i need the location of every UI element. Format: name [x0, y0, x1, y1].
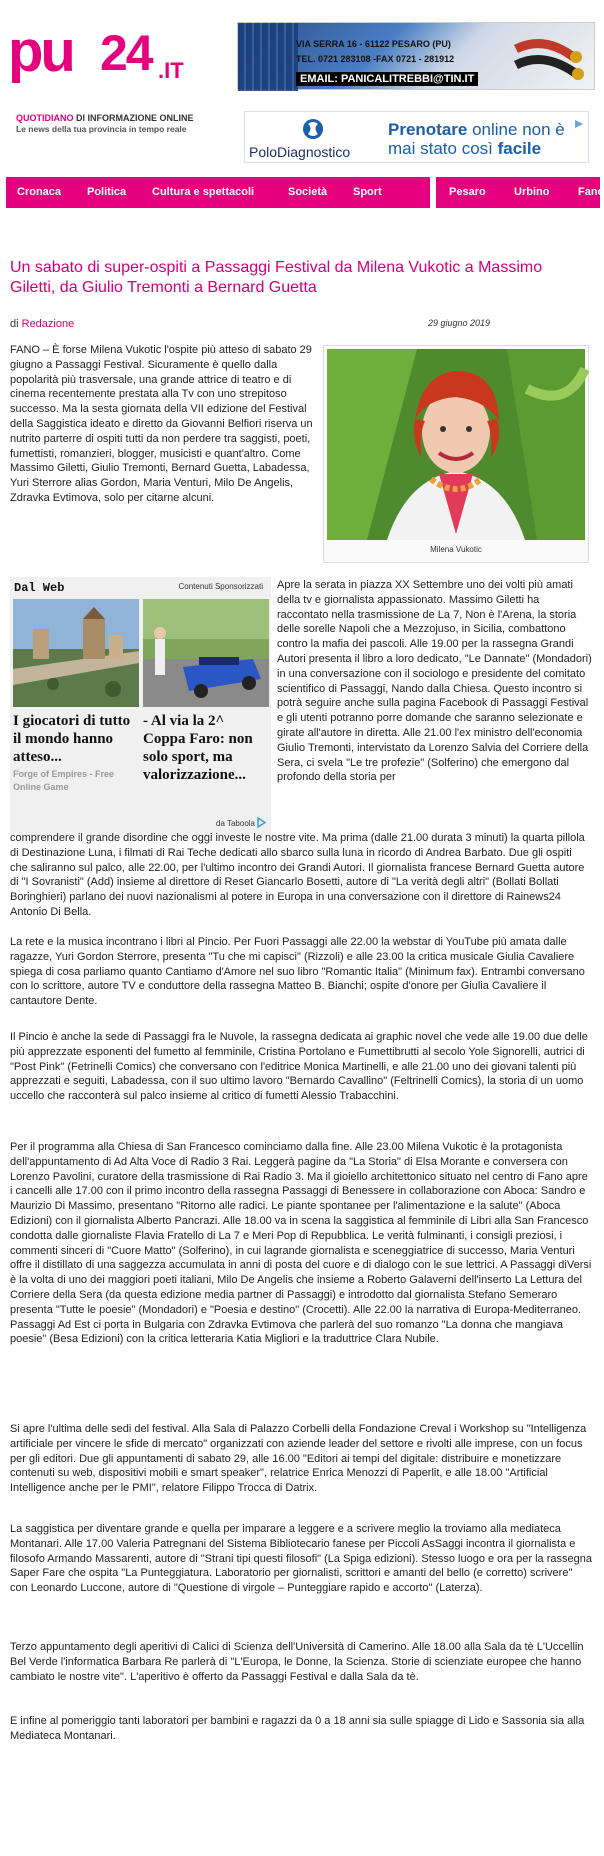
- taboola-card-source[interactable]: Forge of Empires - Free Online Game: [13, 769, 115, 792]
- nav-cities: [436, 177, 604, 208]
- article-paragraph: Si apre l'ultima delle sedi del festival. Alla Sala di Palazzo Corbelli della Fondazione Creval i Workshop su "Intelligenza artificiale per vincere le sfide di mercato" organizzati con aziende leader del settore e rivolti alle imprese, con un focus per gli editori. Due gli appuntamenti di sabato 29, alle 16.00 "Editori ai tempi del digitale: distribuire e monetizzare contenuti su web, dispositivi mobili e smart speaker", relatrice Enrica Menozzi di Paperlit, e alle 18.00 "Artificial Intelligence anche per le PMI", relatore Filippo Trocca di Datrix.: [10, 1423, 587, 1495]
- author-link[interactable]: Redazione: [21, 318, 75, 330]
- main-nav: [6, 177, 604, 208]
- polo-claim-line2: mai stato così facile: [388, 139, 542, 158]
- nav-item-societa[interactable]: Società: [288, 186, 328, 198]
- nav-sections: [6, 177, 430, 208]
- logo-24: 24: [100, 25, 152, 81]
- tagline-sub: Le news della tua provincia in tempo reale: [16, 124, 187, 134]
- site-header: [0, 0, 600, 175]
- photo-figure: [323, 345, 589, 563]
- article-paragraph: Il Pincio è anche la sede di Passaggi fra le Nuvole, la rassegna dedicata ai graphic novel che vede alle 19.00 due delle più apprezzate esponenti del fumetto al femminile, Cristina Portolano e Fumettibrutti al secolo Yole Signorelli, autrici di "Post Pink" (Fetrinelli Comics) che conversano con l'editrice Monica Martinelli, e alle 21.00 uno dei giovani talenti più apprezzati e seguiti, Labadessa, con il suo ultimo lavoro "Bernardo Cavallino" (Feltrinelli Comics), la storia di un uomo uccello che racconterà sul palco insieme al critico di fumetti Alessio Trabacchini.: [10, 1031, 588, 1103]
- nav-item-cultura[interactable]: Cultura e spettacoli: [152, 186, 255, 198]
- polo-brand: PoloDiagnostico: [249, 144, 351, 160]
- tagline-rest: DI INFORMAZIONE ONLINE: [73, 113, 194, 123]
- solar-panel-graphic: [238, 23, 298, 91]
- article-paragraph: comprendere il grande disordine che oggi investe le nostre vite. Ma prima (dalle 21.00 durata 3 minuti) la quarta pillola di Destinazione Luna, i filmati di Rai Teche dedicati allo sbarco sulla luna in ricordo di Andrea Barbato. Due gli ospiti che saliranno sul palco, alle 22.00, per l'ultimo incontro dei Grandi Autori. Il giornalista francese Bernard Guetta autore di "I Sovranisti" (Add) insieme al direttore di Reset Giancarlo Bosetti, autore di "La verità degli altri" (Bollati Bollati Boringhieri) parlano dei nuovi nazionalismi al potere in Europa in una conversazione con il direttore di Rainews24 Antonio Di Bella.: [10, 832, 585, 918]
- ad-address: VIA SERRA 16 - 61122 PESARO (PU): [296, 39, 451, 49]
- article-paragraph: Terzo appuntamento degli aperitivi di Calici di Scienza dell'Università di Camerino. Alle 18.00 alla Sala da tè L'Uccellin Bel Verde l'informatica Barbara Re parlerà di "L'Europa, le Donne, la Scienza. Storie di scienziate europee che hanno cambiato le nostre vite". L'aperitivo è offerto da Passaggi Festival e dalla Sala da tè.: [10, 1641, 584, 1683]
- polo-claim-line1: Prenotare online non è: [388, 120, 565, 139]
- article-title: Un sabato di super-ospiti a Passaggi Festival da Milena Vukotic a Massimo Giletti, da Giulio Tremonti a Bernard Guetta: [10, 259, 543, 296]
- ad-choice-arrow-icon[interactable]: [573, 118, 585, 130]
- taboola-card-image-coppa-faro[interactable]: [143, 599, 269, 707]
- polo-logo-icon: [300, 118, 326, 140]
- taboola-widget: [10, 577, 271, 835]
- ad-phone: TEL. 0721 283108 -FAX 0721 - 281912: [296, 54, 455, 64]
- taboola-sponsored-label[interactable]: Contenuti Sponsorizzati: [178, 582, 263, 591]
- nav-item-fano[interactable]: Fano: [578, 186, 604, 198]
- nav-item-politica[interactable]: Politica: [87, 186, 127, 198]
- taboola-card-title[interactable]: - Al via la 2^ Coppa Faro: non solo sport, ma valorizzazione...: [143, 713, 253, 783]
- adchoices-icon[interactable]: [256, 817, 267, 828]
- taboola-attribution[interactable]: da Taboola: [216, 819, 255, 828]
- article-paragraph: E infine al pomeriggio tanti laboratori per bambini e ragazzi da 0 a 18 anni sia sulle spiagge di Lido e Sassonia sia alla Mediateca Montanari.: [10, 1715, 585, 1742]
- logo-tld: .IT: [158, 58, 184, 83]
- ad-banner-polodiagnostico[interactable]: [244, 111, 589, 163]
- photo-caption: Milena Vukotic: [430, 545, 482, 554]
- photo-milena-vukotic: [327, 349, 585, 540]
- byline: di Redazione: [10, 318, 75, 330]
- site-logo[interactable]: [8, 19, 198, 96]
- ad-banner-cables[interactable]: [237, 22, 595, 90]
- ad-email: EMAIL: PANICALITREBBI@TIN.IT: [296, 72, 478, 86]
- article-paragraph: La rete e la musica incontrano i libri al Pincio. Per Fuori Passaggi alle 22.00 la webstar di YouTube più amata dalle ragazze, Yuri Gordon Sterrore, presenta "Tu che mi capisci" (Rizzoli) e alle 23.00 la critica musicale Giulia Cavaliere spiega di cosa parliamo quanto Cantiamo d'Amore nel suo libro "Romantic Italia" (Minimum fax). Entrambi conversano con lo scrittore, autore TV e conduttore della rassegna Matteo B. Bianchi; ospite d'onore per Giulia Cavaliere il cantautore Dente.: [10, 936, 585, 1008]
- tagline-strong: QUOTIDIANO: [16, 113, 74, 123]
- article-paragraph: Per il programma alla Chiesa di San Francesco cominciamo dalla fine. Alle 23.00 Milena Vukotic è la protagonista dell'appuntamento di Ad Alta Voce di Radio 3 Rai. Leggerà pagine da "La Storia" di Elsa Morante e conversera con Lorenzo Pavolini, curatore della trasmissione di Rai Radio 3. Ma il gioiello architettonico situato nel centro di Fano apre i cancelli alle 17.00 con il primo incontro della rassegna Passaggi di Benessere in collaborazione con Aboca: Sandro e Maurizio Di Massimo, presentano "Ritorno alle radici. Le piante spontanee per l'alimentazione e la salute" (Aboca Edizioni) con il giornalista Alberto Pancrazi. Alle 18.00 va in scena la saggistica al femminile di Libri alla San Francesco condotta dalle giornaliste Flavia Fratello di La 7 e Meri Pop di Repubblica. Le verità fulminanti, i consigli preziosi, i commenti sinceri di "Cuore Matto" (Solferino), in cui lagrande giornalista e sceneggiatrice di successo, Maria Venturi offre il distillato di una saggezza accumulata in anni di posta del cuore e di dialogo con le sue lettrici. A Passaggi diVersi è la volta di uno dei maggiori poeti italiani, Milo De Angelis che insieme a Roberto Galaverni dell'inserto La Lettura del Corriere della Sera (da questa edizione media partner di Passaggi) e introdotto dal giornalista Stefano Semeraro presenta "Tutte le poesie" (Mondadori) e "Poesia e destino" (Crocetti). Alle 22.00 la narrativa di Europa-Mediterraneo. Passaggi Ad Est ci porta in Bulgaria con Zdravka Evtimova che parlerà del suo romanzo "La donna che mangiava poesie" (Besa Edizioni) con la critica letteraria Katia Migliori e la traduttrice Clara Nubile.: [10, 1141, 592, 1346]
- taboola-card-title[interactable]: I giocatori di tutto il mondo hanno atteso...: [13, 713, 131, 765]
- article-paragraph: Apre la serata in piazza XX Settembre uno dei volti più amati della tv e giornalista appassionato. Massimo Giletti ha raccontato nella trasmissione de La 7, Non è l'Arena, la storia delle sorelle Napoli che a Mezzojuso, in Sicilia, combattono contro la mafia dei pascoli. Alle 19.00 per la rassegna Grandi Autori presenta il libro a loro dedicato, "Le Dannate" (Mondadori) in una conversazione con il sociologo e presidente del comitato scientifico di Passaggi, Nando dalla Chiesa. Questo incontro si potrà seguire anche sulla pagina Facebook di Passaggi Festival e gli utenti potranno porre domande che saranno selezionate e girate all'autore in diretta. Alle 21.00 l'ex ministro dell'economia Giulio Tremonti, intervistato da Lorenzo Salvia del Corriere della Sera, ci svela "Le tre profezie" (Solferino) che emergono dal profondo della storia per: [277, 579, 592, 784]
- article-date: 29 giugno 2019: [428, 318, 491, 328]
- article-paragraph: La saggistica per diventare grande e quella per imparare a leggere e a scrivere meglio la troviamo alla mediateca Montanari. Alle 17.00 Valeria Patregnani del Sistema Bibliotecario fanese per Piccoli AsSaggi incontra il giornalista e filosofo Armando Massarenti, autore di "Strani tipi questi filosofi" (La Spiga edizioni). Stesso luogo e ora per la rassegna Saper Fare che ospita "La Punteggiatura. Laboratorio per giornalisti, scrittori e amanti del bello (e corretto) scrivere" con Leonardo Luccone, autore di "Questione di virgole – Punteggiare rapido e accorto" (Laterza).: [10, 1523, 592, 1595]
- cables-icon: [516, 29, 588, 85]
- taboola-card-image-game[interactable]: [13, 599, 139, 707]
- logo-pu: pu: [8, 19, 73, 84]
- nav-item-cronaca[interactable]: Cronaca: [17, 186, 62, 198]
- taboola-header: Dal Web: [14, 581, 65, 595]
- nav-item-pesaro[interactable]: Pesaro: [449, 186, 486, 198]
- nav-item-urbino[interactable]: Urbino: [514, 186, 550, 198]
- nav-item-sport[interactable]: Sport: [353, 186, 382, 198]
- article-paragraph: FANO – È forse Milena Vukotic l'ospite più atteso di sabato 29 giugno a Passaggi Festival. Sicuramente è quello dalla popolarità più trasversale, una grande attrice di teatro e di cinema recentemente prestata alla Tv con uno strepitoso successo. Ma la sesta giornata della VII edizione del Festival della Saggistica ideato e diretto da Giovanni Belfiori riserva un nutrito parterre di ospiti tutti da non perdere tra saggisti, poeti, fumettisti, romanzieri, blogger, musicisti e quant'altro. Come Massimo Giletti, Giulio Tremonti, Bernard Guetta, Labadessa, Yuri Sterrore alias Gordon, Maria Venturi, Milo De Angelis, Zdravka Evtimova, solo per citarne alcuni.: [10, 344, 313, 504]
- tagline: [16, 113, 194, 123]
